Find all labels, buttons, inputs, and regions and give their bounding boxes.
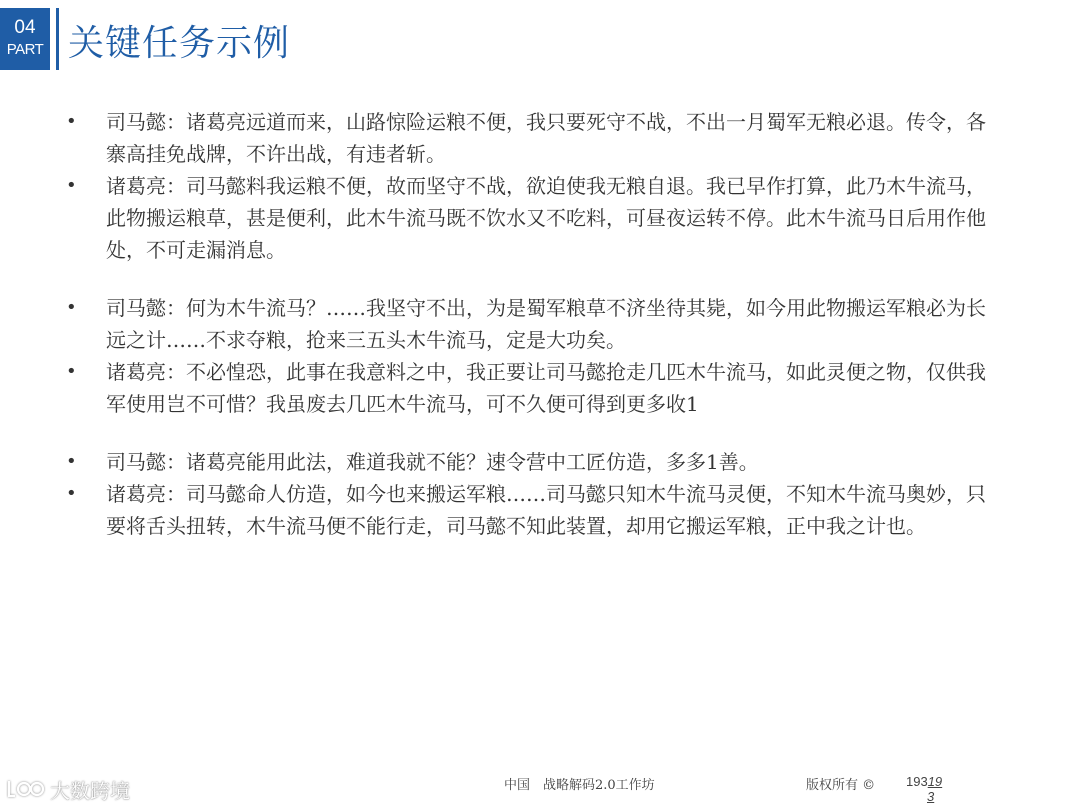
slide-title: 关键任务示例 — [68, 23, 291, 64]
title-divider — [56, 8, 59, 70]
bullet-icon: • — [66, 111, 77, 132]
spacer — [62, 420, 1002, 446]
page-number — [906, 774, 942, 804]
page-number-line2: 3 — [927, 789, 935, 804]
dialogue-text: 司马懿：诸葛亮远道而来，山路惊险运粮不便，我只要死守不战，不出一月蜀军无粮必退。传令，各寨高挂免战牌，不许出战，有违者斩。 — [106, 110, 986, 166]
watermark-text: 大数跨境 — [50, 778, 130, 803]
brand-logo-icon — [6, 777, 46, 801]
part-number: 04 — [14, 17, 36, 38]
dialogue-item — [62, 446, 1002, 478]
dialogue-item — [62, 356, 1002, 420]
watermark — [6, 773, 130, 805]
dialogue-text: 诸葛亮：不必惶恐，此事在我意料之中，我正要让司马懿抢走几匹木牛流马，如此灵便之物，仅供我军使用岂不可惜？我虽废去几匹木牛流马，可不久便可得到更多收1 — [106, 360, 986, 416]
part-label: PART — [6, 41, 44, 58]
dialogue-item — [62, 478, 1002, 542]
dialogue-text: 诸葛亮：司马懿命人仿造，如今也来搬运军粮……司马懿只知木牛流马灵便，不知木牛流马奥妙，只要将舌头扭转，木牛流马便不能行走，司马懿不知此装置，却用它搬运军粮，正中我之计也。 — [106, 482, 986, 538]
bullet-icon: • — [66, 361, 77, 382]
page-number-overlay: 19 — [927, 774, 943, 789]
spacer — [62, 266, 1002, 292]
part-badge — [0, 8, 50, 70]
footer-organization: 中国 战略解码2.0工作坊 — [504, 778, 655, 793]
dialogue-list — [62, 106, 1002, 542]
dialogue-text: 司马懿：诸葛亮能用此法，难道我就不能？速令营中工匠仿造，多多1善。 — [106, 450, 759, 474]
bullet-icon: • — [66, 175, 77, 196]
bullet-icon: • — [66, 297, 77, 318]
dialogue-text: 诸葛亮：司马懿料我运粮不便，故而坚守不战，欲迫使我无粮自退。我已早作打算，此乃木牛流马，此物搬运粮草，甚是便利，此木牛流马既不饮水又不吃料，可昼夜运转不停。此木牛流马日后用作他处，不可走漏消息。 — [106, 174, 986, 262]
dialogue-text: 司马懿：何为木牛流马？……我坚守不出，为是蜀军粮草不济坐待其毙，如今用此物搬运军粮必为长远之计……不求夺粮，抢来三五头木牛流马，定是大功矣。 — [106, 296, 986, 352]
bullet-icon: • — [66, 483, 77, 504]
dialogue-item — [62, 106, 1002, 170]
bullet-icon: • — [66, 451, 77, 472]
footer-copyright: 版权所有 © — [806, 778, 876, 793]
dialogue-item — [62, 170, 1002, 266]
page-number-line1: 193 — [906, 774, 928, 789]
dialogue-item — [62, 292, 1002, 356]
